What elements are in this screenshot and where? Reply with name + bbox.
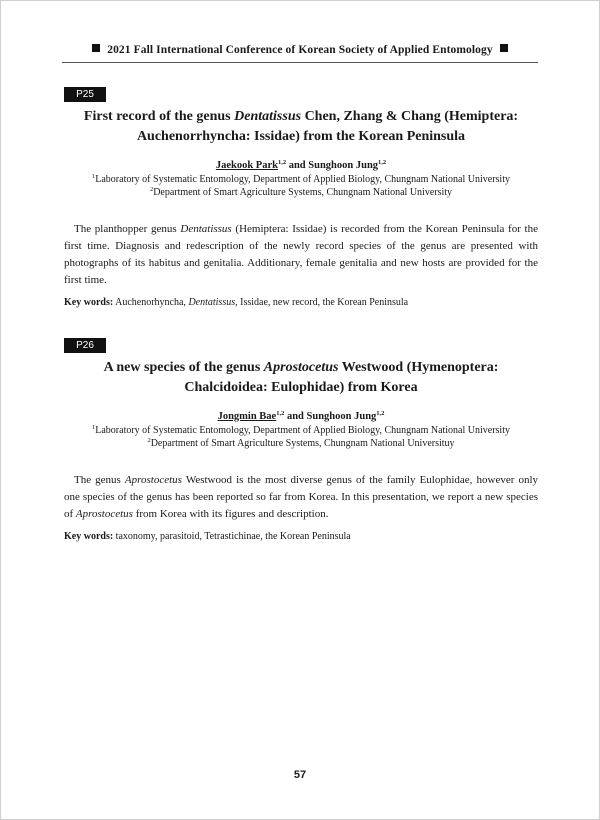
square-bullet-icon xyxy=(500,44,508,52)
page-number: 57 xyxy=(293,769,307,781)
abstract-p25 xyxy=(64,84,538,310)
co-author: Sunghoon Jung xyxy=(308,160,379,171)
header-rule xyxy=(62,62,538,63)
affiliation-1: $^1$Laboratory of Systematic Entomology, Department of Applied Biology, Chungnam National University xyxy=(92,173,510,185)
running-header-text: 2021 Fall International Conference of Korean Society of Applied Entomology xyxy=(107,44,493,56)
keywords: Key words: taxonomy, parasitoid, Tetrastichinae, the Korean Peninsula xyxy=(64,531,351,542)
co-author: Sunghoon Jung xyxy=(306,411,377,422)
presenting-author: Jaekook Park xyxy=(215,160,278,171)
affiliation-2: $^2$Department of Smart Agriculture Systems, Chungnam National University xyxy=(149,186,453,198)
abstract-title: First record of the genus Dentatissus Chen, Zhang & Chang (Hemiptera: Auchenorrhyncha: Issidae) from the Korean Peninsula xyxy=(83,109,519,144)
abstract-p26 xyxy=(64,335,538,544)
author-list: Jongmin Bae$^{1,2}$ and Sunghoon Jung$^{1,2}$ xyxy=(217,410,385,422)
abstract-title: A new species of the genus Aprostocetus Westwood (Hymenoptera: Chalcidoidea: Eulophidae) from Korea xyxy=(103,360,499,395)
affiliation-2: $^2$Department of Smart Agriculture Systems, Chungnam National Universituy xyxy=(147,437,455,449)
abstract-body: The genus Aprostocetus Westwood is the most diverse genus of the family Eulophidae, however only one species of the genus has been reported so far from Korea. In this presentation, we report a new species of Aprostocetus from Korea with its figures and description. xyxy=(64,474,539,520)
poster-badge: P25 xyxy=(64,87,106,102)
presenting-author: Jongmin Bae xyxy=(217,411,277,422)
keywords: Key words: Auchenorhyncha, Dentatissus, Issidae, new record, the Korean Peninsula xyxy=(64,297,409,308)
author-list: Jaekook Park$^{1,2}$ and Sunghoon Jung$^{1,2}$ xyxy=(215,159,387,171)
running-header xyxy=(62,44,538,56)
square-bullet-icon xyxy=(92,44,100,52)
poster-badge: P26 xyxy=(64,338,106,353)
abstract-body: The planthopper genus Dentatissus (Hemiptera: Issidae) is recorded from the Korean Peninsula for the first time. Diagnosis and redescription of the newly record species of the genus are presented with photographs of its habitus and genitalia. Additionary, female genitalia and new hosts are provided for the first time. xyxy=(64,223,538,286)
affiliation-1: $^1$Laboratory of Systematic Entomology, Department of Applied Biology, Chungnam National University xyxy=(92,424,510,436)
